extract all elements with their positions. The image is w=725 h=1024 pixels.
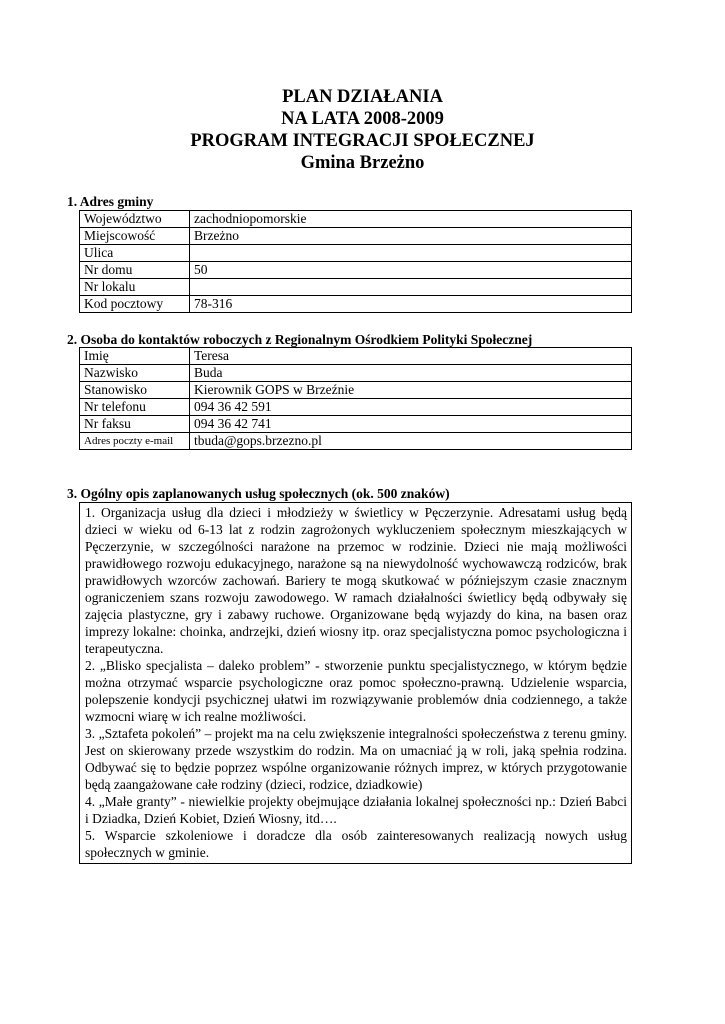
row-value: zachodniopomorskie: [190, 211, 632, 228]
title-line-2: NA LATA 2008-2009: [281, 109, 444, 129]
row-label: Adres poczty e-mail: [80, 433, 190, 450]
services-description: [79, 502, 632, 864]
row-value: 094 36 42 741: [190, 416, 632, 433]
row-label: Nazwisko: [80, 365, 190, 382]
description-paragraph: 1. Organizacja usług dla dzieci i młodzieży w świetlicy w Pęczerzynie. Adresatami usług będą dzieci w wieku od 6-13 lat z rodzin zagrożonych wykluczeniem społecznym mieszkających w Pęczerzynie, w szczególności narażone na przemoc w rodzinie. Dzieci nie mają możliwości prawidłowego rozwoju edukacyjnego, narażone są na niewydolność wychowawczą rodziców, brak prawidłowych wzorców zachowań. Bariery te mogą skutkować w późniejszym czasie znacznym ograniczeniem szans rozwoju zawodowego. W ramach działalności świetlicy będą odbywały się zajęcia plastyczne, gry i zabawy ruchowe. Organizowane będą wyjazdy do kina, na basen oraz imprezy lokalne: choinka, andrzejki, dzień wiosny itp. oraz specjalistyczna pomoc psychologiczna i terapeutyczna.: [85, 505, 627, 656]
row-label: Kod pocztowy: [80, 296, 190, 313]
section-1-heading: 1. Adres gminy: [67, 194, 154, 209]
table-row: [80, 296, 632, 313]
description-paragraph: 4. „Małe granty” - niewielkie projekty obejmujące działania lokalnej społeczności np.: Dzień Babci i Dziadka, Dzień Kobiet, Dzień Wiosny, itd….: [85, 794, 627, 826]
row-value: Teresa: [190, 348, 632, 365]
table-row: [80, 433, 632, 450]
table-row: [80, 262, 632, 279]
table-row: [80, 348, 632, 365]
row-label: Nr domu: [80, 262, 190, 279]
table-row: [80, 279, 632, 296]
row-value: 50: [190, 262, 632, 279]
row-value: Buda: [190, 365, 632, 382]
document-title: [0, 86, 725, 174]
description-paragraph: 2. „Blisko specjalista – daleko problem” - stworzenie punktu specjalistycznego, w którym będzie można otrzymać wsparcie psychologiczne oraz pomoc społeczno-prawną. Udzielenie wsparcia, polepszenie kondycji psychicznej ułatwi im rozwiązywanie problemów dnia codziennego, a także wzmocni wiarę w ich realne możliwości.: [85, 658, 627, 724]
table-row: [80, 399, 632, 416]
row-value: 094 36 42 591: [190, 399, 632, 416]
row-value: tbuda@gops.brzezno.pl: [190, 433, 632, 450]
section-3-heading: 3. Ogólny opis zaplanowanych usług społecznych (ok. 500 znaków): [67, 486, 450, 501]
description-paragraph: 5. Wsparcie szkoleniowe i doradcze dla osób zainteresowanych realizacją nowych usług społecznych w gminie.: [85, 828, 627, 860]
row-label: Nr lokalu: [80, 279, 190, 296]
row-value: Kierownik GOPS w Brzeźnie: [190, 382, 632, 399]
row-label: Imię: [80, 348, 190, 365]
row-label: Nr faksu: [80, 416, 190, 433]
table-row: [80, 382, 632, 399]
section-2-heading: 2. Osoba do kontaktów roboczych z Regionalnym Ośrodkiem Polityki Społecznej: [67, 332, 533, 347]
row-value: [190, 279, 632, 296]
table-row: [80, 228, 632, 245]
title-line-1: PLAN DZIAŁANIA: [282, 87, 443, 107]
row-label: Miejscowość: [80, 228, 190, 245]
table-row: [80, 365, 632, 382]
table-row: [80, 245, 632, 262]
row-label: Ulica: [80, 245, 190, 262]
row-label: Województwo: [80, 211, 190, 228]
table-row: [80, 211, 632, 228]
title-line-4: Gmina Brzeżno: [300, 153, 425, 173]
row-value: [190, 245, 632, 262]
table-row: [80, 416, 632, 433]
row-value: 78-316: [190, 296, 632, 313]
description-paragraph: 3. „Sztafeta pokoleń” – projekt ma na celu zwiększenie integralności społeczeństwa z terenu gminy. Jest on skierowany przede wszystkim do rodzin. Ma on umacniać ją w roli, jaką spełnia rodzina. Odbywać się to będzie poprzez wspólne organizowanie różnych imprez, w których przygotowanie będą zaangażowane całe rodziny (dzieci, rodzice, dziadkowie): [85, 726, 627, 792]
contact-table: [79, 347, 632, 450]
row-label: Nr telefonu: [80, 399, 190, 416]
row-value: Brzeżno: [190, 228, 632, 245]
address-table: [79, 210, 632, 313]
row-label: Stanowisko: [80, 382, 190, 399]
title-line-3: PROGRAM INTEGRACJI SPOŁECZNEJ: [190, 131, 535, 151]
